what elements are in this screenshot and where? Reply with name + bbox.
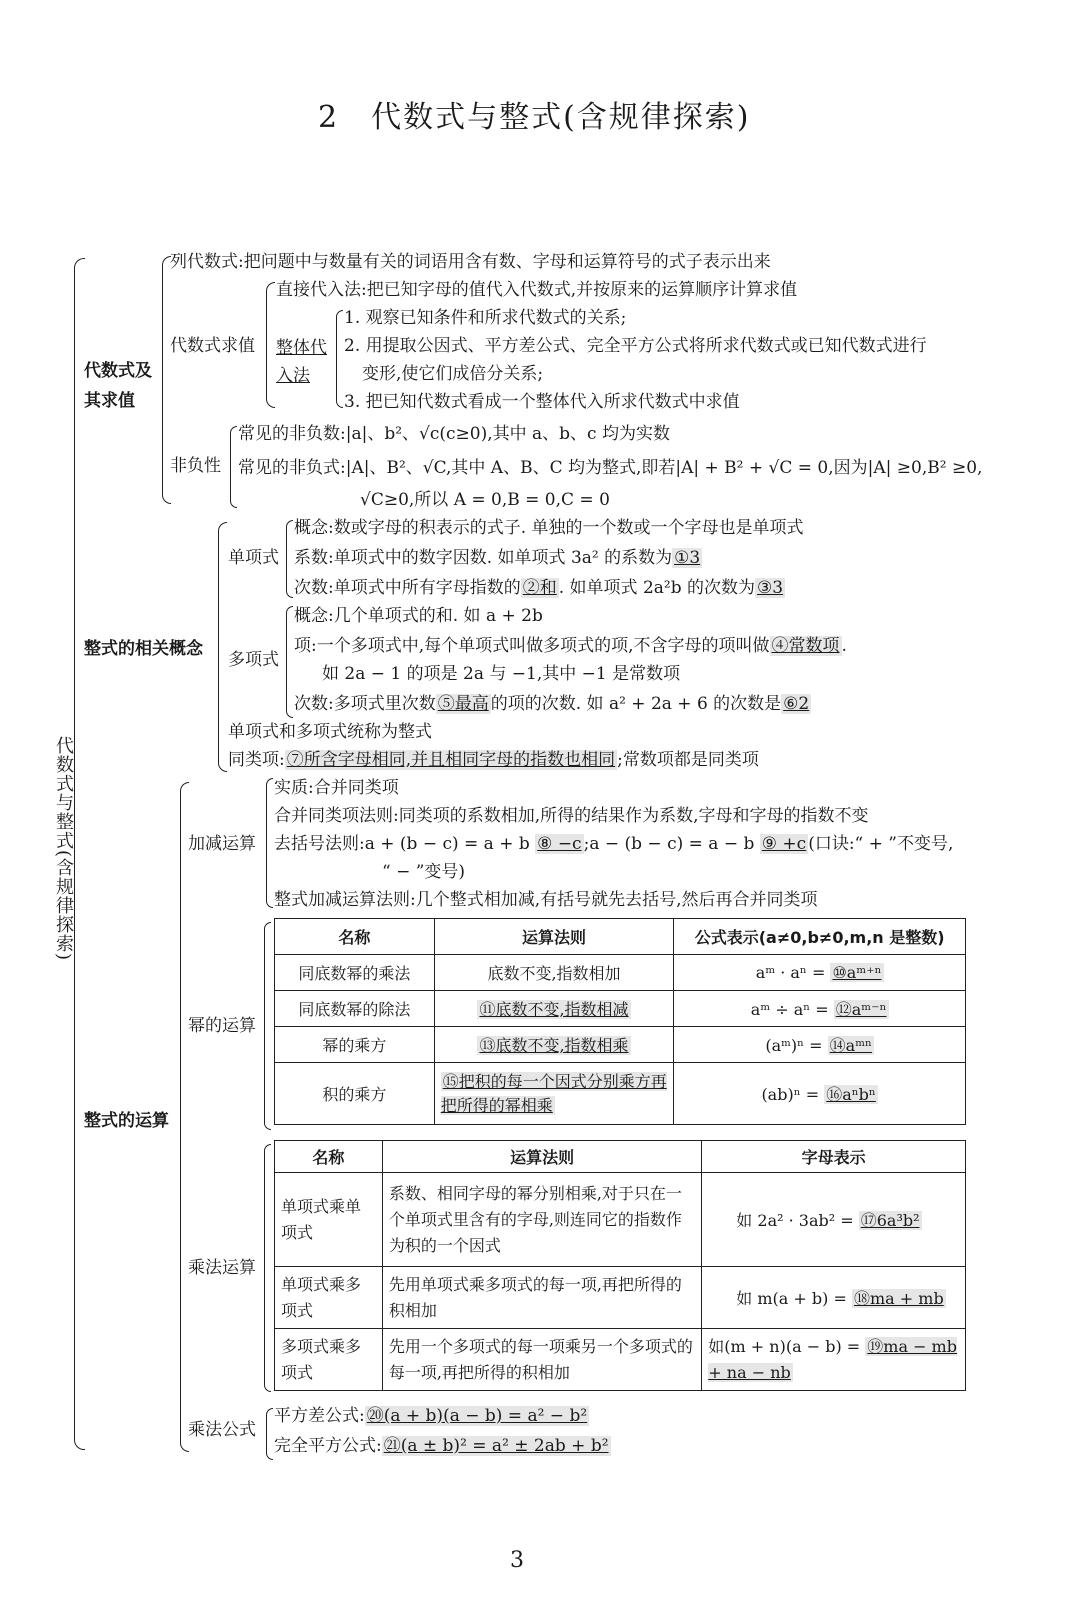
table-row [275,1267,966,1329]
answer-18: ⑱ma + mb [853,1289,944,1308]
cell-rule: 底数不变,指数相加 [434,955,674,991]
feifu-line-1: 常见的非负数:|a|、b²、√c(c≥0),其中 a、b、c 均为实数 [238,424,670,444]
jiajian-bracket-2: “ − ”变号) [382,862,466,882]
jiajian-label: 加减运算 [188,834,256,854]
table-row [275,1063,966,1125]
cell-name: 同底数幂的乘法 [275,955,435,991]
duo-label: 多项式 [228,650,279,670]
direct-method: 直接代入法:把已知字母的值代入代数式,并按原来的运算顺序计算求值 [276,280,798,300]
jiajian-bracket [274,832,953,856]
answer-12: ⑫aᵐ⁻ⁿ [835,1000,887,1019]
bracket-post: (口诀:“ + ”不变号, [808,834,954,854]
answer-8: ⑧ −c [537,834,582,854]
gongshi-brace [266,1408,273,1460]
table-row [275,991,966,1027]
formula-text: 如(m + n)(a − b) = [708,1336,866,1356]
perfect-square-text: 完全平方公式: [274,1436,382,1456]
feifu-brace [230,426,237,508]
cell-formula [702,1173,966,1267]
dan-brace [286,520,293,598]
zhengshi-def: 单项式和多项式统称为整式 [228,722,432,742]
page-title: 2 代数式与整式(含规律探索) [318,100,751,135]
tongleixiang [228,748,759,772]
chengfa-brace [264,1144,271,1392]
cell-rule: 系数、相同字母的幂分别相乘,对于只在一个单项式里含有的字母,则连同它的指数作为积的一个因式 [382,1173,701,1267]
duo-degree [294,692,811,716]
bracket-text: 去括号法则:a + (b − c) = a + b [274,834,536,854]
table-row [275,1173,966,1267]
cell-name: 单项式乘单项式 [275,1173,383,1267]
th-name: 名称 [275,919,435,955]
duo-term-example: 如 2a − 1 的项是 2a 与 −1,其中 −1 是常数项 [322,664,681,684]
answer-1: ①3 [674,548,701,568]
section3-brace [180,782,189,1452]
cell-rule [434,991,674,1027]
jiajian-essence: 实质:合并同类项 [274,778,399,798]
formula-text: aᵐ · aⁿ = [755,963,831,982]
answer-21: ㉑(a ± b)² = a² ± 2ab + b² [383,1436,609,1456]
cell-formula [674,1027,966,1063]
whole-step-3: 3. 把已知代数式看成一个整体代入所求代数式中求值 [344,392,740,412]
table-row [275,1329,966,1391]
th-rule: 运算法则 [434,919,674,955]
cell-name: 积的乘方 [275,1063,435,1125]
duo-brace [286,606,293,718]
s1-liedaishushi: 列代数式:把问题中与数量有关的词语用含有数、字母和运算符号的式子表示出来 [170,252,771,272]
answer-19: ⑲ma − mb + na − nb [708,1336,957,1382]
answer-10: ⑩aᵐ⁺ⁿ [832,963,882,982]
cell-formula [674,1063,966,1125]
whole-step-2a: 2. 用提取公因式、平方差公式、完全平方公式将所求代数式或已知代数式进行 [344,336,927,356]
answer-13: ⑬底数不变,指数相乘 [479,1036,629,1055]
cell-name: 单项式乘多项式 [275,1267,383,1329]
whole-step-1: 1. 观察已知条件和所求代数式的关系; [344,308,627,328]
duo-concept: 概念:几个单项式的和. 如 a + 2b [294,606,543,626]
answer-9: ⑨ +c [761,834,807,854]
duo-term: 项:一个多项式中,每个单项式叫做多项式的项,不含字母的项叫做 ④常数项 . [294,636,847,656]
perfect-square [274,1434,611,1458]
formula-text: (ab)ⁿ = [761,1085,825,1104]
answer-5: ⑤最高 [437,694,489,714]
formula-text: 如 m(a + b) = [736,1289,852,1308]
th-formula: 公式表示(a≠0,b≠0,m,n 是整数) [674,919,966,955]
multiply-table [274,1140,966,1391]
table-row [275,1027,966,1063]
cell-formula [702,1329,966,1391]
answer-20: ⑳(a + b)(a − b) = a² − b² [366,1406,588,1426]
jiajian-merge: 合并同类项法则:同类项的系数相加,所得的结果作为系数,字母和字母的指数不变 [274,806,869,826]
section2-label: 整式的相关概念 [84,639,203,659]
mi-label: 幂的运算 [188,1016,256,1036]
dan-degree [294,576,785,600]
dan-degree-text: 次数:单项式中所有字母指数的 [294,578,521,598]
tongleixiang-post: ;常数项都是同类项 [617,750,759,770]
duo-term-text: 项:一个多项式中,每个单项式叫做多项式的项,不含字母的项叫做 [294,636,770,656]
root-label: 代数式与整式(含规律探索) [53,736,74,962]
feifu-line-2: 常见的非负式:|A|、B²、√C,其中 A、B、C 均为整式,即若|A| + B² + √C = 0,因为|A| ≥0,B² ≥0, [238,458,983,478]
mi-brace [264,922,271,1130]
power-table [274,918,966,1125]
cell-formula [674,991,966,1027]
th-rule: 运算法则 [382,1141,701,1173]
dan-label: 单项式 [228,548,279,568]
formula-text: aᵐ ÷ aⁿ = [750,1000,834,1019]
cell-name: 同底数幂的除法 [275,991,435,1027]
formula-text: (aᵐ)ⁿ = [765,1036,828,1055]
section1-label: 代数式及其求值 [84,361,152,411]
square-diff [274,1404,589,1428]
cell-rule [434,1063,674,1125]
section3-label: 整式的运算 [84,1111,169,1131]
table-row [275,955,966,991]
section2-brace [218,522,227,772]
qiuzhi-label: 代数式求值 [170,336,255,356]
answer-14: ⑭aᵐⁿ [829,1036,872,1055]
answer-17: ⑰6a³b² [860,1211,920,1230]
answer-15: ⑮把积的每一个因式分别乘方再把所得的幂相乘 [440,1071,667,1115]
answer-3: ③3 [757,578,784,598]
cell-name: 多项式乘多项式 [275,1329,383,1391]
duo-degree-text: 次数:多项式里次数 [294,694,436,714]
qiuzhi-brace [266,282,275,408]
square-diff-text: 平方差公式: [274,1406,365,1426]
cell-rule: 先用一个多项式的每一项乘另一个多项式的每一项,再把所得的积相加 [382,1329,701,1391]
dan-concept: 概念:数或字母的积表示的式子. 单独的一个数或一个字母也是单项式 [294,518,804,538]
cell-rule [434,1027,674,1063]
cell-formula [702,1267,966,1329]
chengfa-label: 乘法运算 [188,1258,256,1278]
answer-16: ⑯aⁿbⁿ [826,1085,876,1104]
whole-step-2b: 变形,使它们成倍分关系; [362,364,544,384]
gongshi-label: 乘法公式 [188,1420,256,1440]
cell-formula [674,955,966,991]
whole-brace [336,310,343,408]
feifu-label: 非负性 [170,456,221,476]
answer-7: ⑦所含字母相同,并且相同字母的指数也相同 [286,750,616,770]
formula-text: 如 2a² · 3ab² = [736,1211,859,1230]
tongleixiang-text: 同类项: [228,750,285,770]
cell-name: 幂的乘方 [275,1027,435,1063]
jiajian-brace [266,778,273,908]
th-name: 名称 [275,1141,383,1173]
answer-4: ④常数项 [771,636,840,656]
answer-11: ⑪底数不变,指数相减 [479,1000,629,1019]
answer-2: ②和 [522,578,557,598]
duo-degree-mid: 的项的次数. 如 a² + 2a + 6 的次数是 [490,694,782,714]
bracket-mid: ;a − (b − c) = a − b [583,834,760,854]
jiajian-rule: 整式加减运算法则:几个整式相加减,有括号就先去括号,然后再合并同类项 [274,890,818,910]
dan-coef-text: 系数:单项式中的数字因数. 如单项式 3a² 的系数为 [294,548,673,568]
page-number: 3 [510,1548,524,1573]
dan-degree-mid: . 如单项式 2a²b 的次数为 [558,578,755,598]
answer-6: ⑥2 [783,694,810,714]
feifu-line-3: √C≥0,所以 A = 0,B = 0,C = 0 [360,490,610,510]
th-letters: 字母表示 [702,1141,966,1173]
cell-rule: 先用单项式乘多项式的每一项,再把所得的积相加 [382,1267,701,1329]
whole-method-label: 整体代入法 [276,338,327,386]
dan-coef [294,546,702,570]
